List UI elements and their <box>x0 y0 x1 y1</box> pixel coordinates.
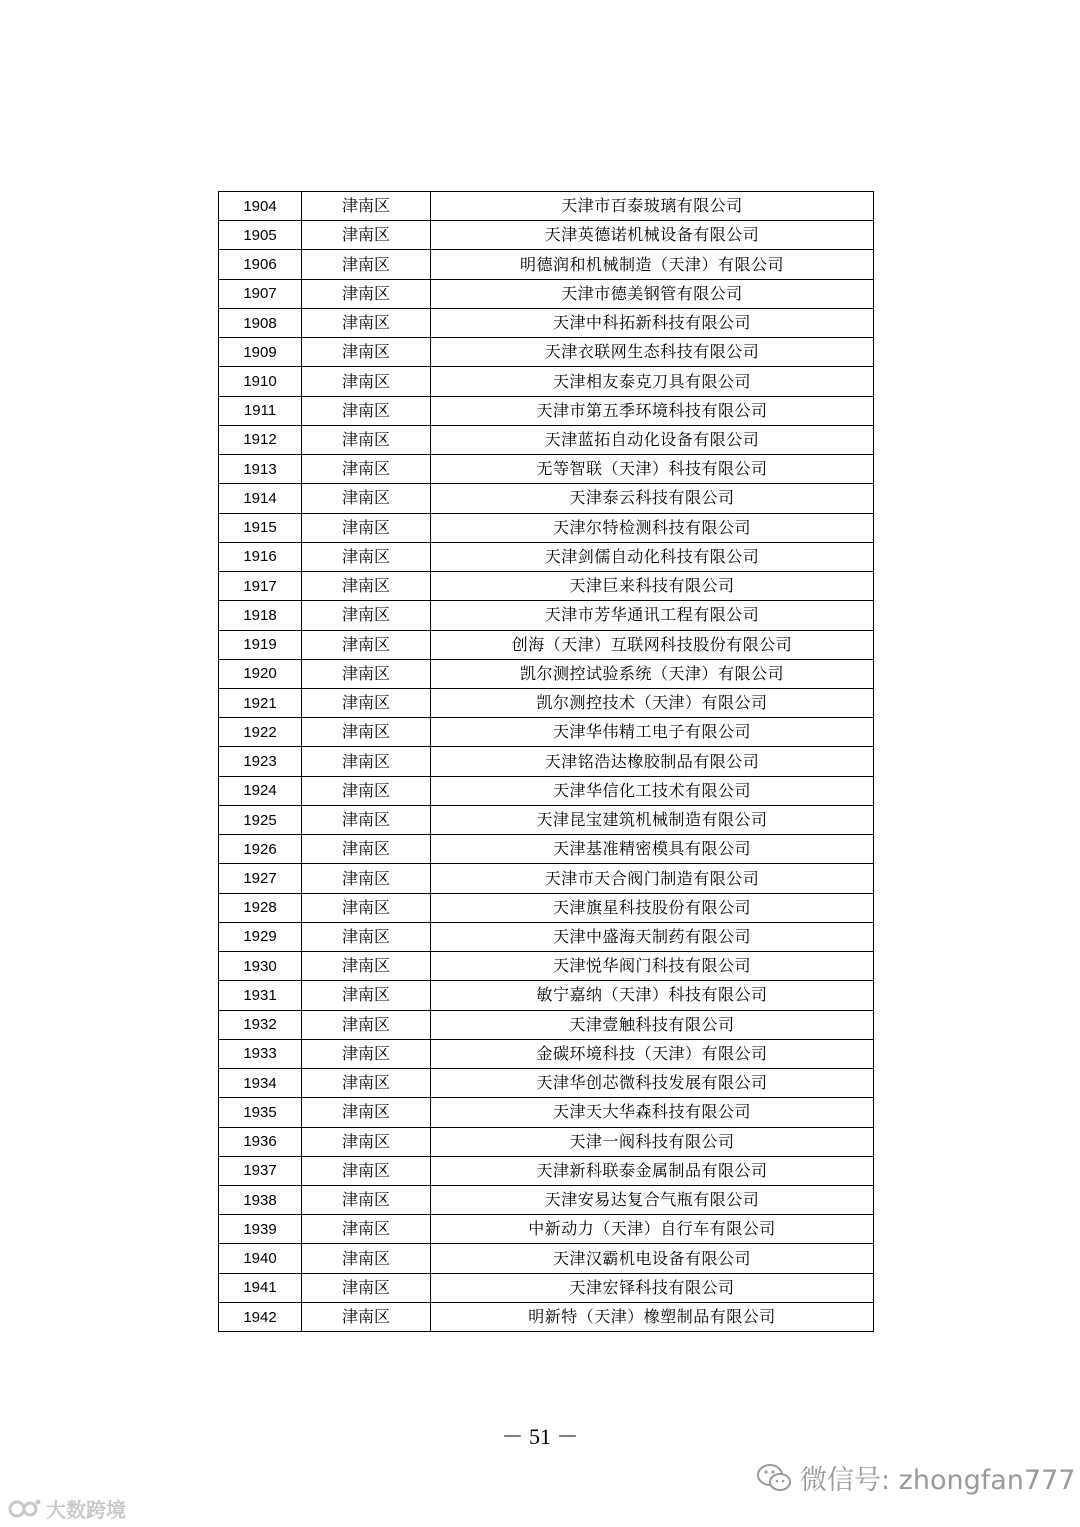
row-number: 1930 <box>219 952 302 981</box>
company-name-cell: 金碳环境科技（天津）有限公司 <box>431 1039 874 1068</box>
company-name-cell: 凯尔测控试验系统（天津）有限公司 <box>431 659 874 688</box>
company-name-cell: 天津衣联网生态科技有限公司 <box>431 338 874 367</box>
table-row <box>219 952 874 981</box>
row-number: 1909 <box>219 338 302 367</box>
table-row <box>219 776 874 805</box>
table-row <box>219 1215 874 1244</box>
company-name-cell: 天津安易达复合气瓶有限公司 <box>431 1185 874 1214</box>
company-name-cell: 天津华信化工技术有限公司 <box>431 776 874 805</box>
row-number: 1908 <box>219 308 302 337</box>
district-cell: 津南区 <box>302 1215 431 1244</box>
district-cell: 津南区 <box>302 572 431 601</box>
table-row <box>219 1010 874 1039</box>
row-number: 1941 <box>219 1273 302 1302</box>
table-row <box>219 659 874 688</box>
row-number: 1932 <box>219 1010 302 1039</box>
company-name-cell: 天津英德诺机械设备有限公司 <box>431 221 874 250</box>
company-name-cell: 天津昆宝建筑机械制造有限公司 <box>431 805 874 834</box>
row-number: 1905 <box>219 221 302 250</box>
district-cell: 津南区 <box>302 367 431 396</box>
district-cell: 津南区 <box>302 659 431 688</box>
page-number: － 51 － <box>501 1424 579 1449</box>
table-row <box>219 864 874 893</box>
row-number: 1938 <box>219 1185 302 1214</box>
district-cell: 津南区 <box>302 1185 431 1214</box>
district-cell: 津南区 <box>302 1302 431 1331</box>
company-name-cell: 天津铭浩达橡胶制品有限公司 <box>431 747 874 776</box>
table-row <box>219 279 874 308</box>
district-cell: 津南区 <box>302 1244 431 1273</box>
row-number: 1919 <box>219 630 302 659</box>
district-cell: 津南区 <box>302 864 431 893</box>
row-number: 1940 <box>219 1244 302 1273</box>
row-number: 1936 <box>219 1127 302 1156</box>
company-name-cell: 天津蓝拓自动化设备有限公司 <box>431 425 874 454</box>
table-row <box>219 513 874 542</box>
company-name-cell: 天津天大华森科技有限公司 <box>431 1098 874 1127</box>
table-row <box>219 688 874 717</box>
company-name-cell: 天津旗星科技股份有限公司 <box>431 893 874 922</box>
company-name-cell: 天津市天合阀门制造有限公司 <box>431 864 874 893</box>
district-cell: 津南区 <box>302 630 431 659</box>
table-row <box>219 1273 874 1302</box>
row-number: 1925 <box>219 805 302 834</box>
table-row <box>219 221 874 250</box>
district-cell: 津南区 <box>302 1127 431 1156</box>
table-row <box>219 747 874 776</box>
district-cell: 津南区 <box>302 221 431 250</box>
company-list-table <box>218 191 874 1332</box>
row-number: 1906 <box>219 250 302 279</box>
company-name-cell: 无等智联（天津）科技有限公司 <box>431 455 874 484</box>
company-name-cell: 明德润和机械制造（天津）有限公司 <box>431 250 874 279</box>
row-number: 1935 <box>219 1098 302 1127</box>
table-row <box>219 1185 874 1214</box>
table-row <box>219 630 874 659</box>
company-name-cell: 天津市百泰玻璃有限公司 <box>431 192 874 221</box>
table-row <box>219 601 874 630</box>
table-row <box>219 572 874 601</box>
table-row <box>219 1156 874 1185</box>
table-row <box>219 192 874 221</box>
table-row <box>219 805 874 834</box>
company-name-cell: 天津悦华阀门科技有限公司 <box>431 952 874 981</box>
district-cell: 津南区 <box>302 1156 431 1185</box>
table-row <box>219 484 874 513</box>
district-cell: 津南区 <box>302 688 431 717</box>
table-row <box>219 835 874 864</box>
table-row <box>219 367 874 396</box>
row-number: 1915 <box>219 513 302 542</box>
table-row <box>219 1098 874 1127</box>
row-number: 1913 <box>219 455 302 484</box>
company-name-cell: 天津新科联泰金属制品有限公司 <box>431 1156 874 1185</box>
table-row <box>219 425 874 454</box>
row-number: 1934 <box>219 1069 302 1098</box>
district-cell: 津南区 <box>302 805 431 834</box>
district-cell: 津南区 <box>302 747 431 776</box>
company-name-cell: 天津一阀科技有限公司 <box>431 1127 874 1156</box>
row-number: 1926 <box>219 835 302 864</box>
table-row <box>219 396 874 425</box>
row-number: 1927 <box>219 864 302 893</box>
row-number: 1916 <box>219 542 302 571</box>
company-name-cell: 天津相友泰克刀具有限公司 <box>431 367 874 396</box>
company-name-cell: 天津中盛海天制药有限公司 <box>431 922 874 951</box>
company-name-cell: 天津华伟精工电子有限公司 <box>431 718 874 747</box>
table-body <box>219 192 874 1332</box>
district-cell: 津南区 <box>302 1010 431 1039</box>
company-name-cell: 天津中科拓新科技有限公司 <box>431 308 874 337</box>
district-cell: 津南区 <box>302 981 431 1010</box>
district-cell: 津南区 <box>302 893 431 922</box>
company-name-cell: 天津剑儒自动化科技有限公司 <box>431 542 874 571</box>
row-number: 1912 <box>219 425 302 454</box>
district-cell: 津南区 <box>302 1273 431 1302</box>
table-row <box>219 1069 874 1098</box>
table-row <box>219 718 874 747</box>
district-cell: 津南区 <box>302 1039 431 1068</box>
table-row <box>219 250 874 279</box>
district-cell: 津南区 <box>302 308 431 337</box>
district-cell: 津南区 <box>302 192 431 221</box>
district-cell: 津南区 <box>302 513 431 542</box>
district-cell: 津南区 <box>302 718 431 747</box>
district-cell: 津南区 <box>302 279 431 308</box>
table-row <box>219 922 874 951</box>
row-number: 1923 <box>219 747 302 776</box>
row-number: 1921 <box>219 688 302 717</box>
district-cell: 津南区 <box>302 835 431 864</box>
district-cell: 津南区 <box>302 922 431 951</box>
company-name-cell: 天津宏铎科技有限公司 <box>431 1273 874 1302</box>
row-number: 1933 <box>219 1039 302 1068</box>
row-number: 1907 <box>219 279 302 308</box>
district-cell: 津南区 <box>302 542 431 571</box>
watermark-left <box>8 1494 126 1523</box>
table-row <box>219 542 874 571</box>
district-cell: 津南区 <box>302 484 431 513</box>
row-number: 1918 <box>219 601 302 630</box>
district-cell: 津南区 <box>302 776 431 805</box>
watermark-right <box>756 1458 1075 1497</box>
watermark-left-text: 大数跨境 <box>46 1498 126 1522</box>
district-cell: 津南区 <box>302 425 431 454</box>
row-number: 1920 <box>219 659 302 688</box>
district-cell: 津南区 <box>302 250 431 279</box>
company-name-cell: 天津华创芯微科技发展有限公司 <box>431 1069 874 1098</box>
row-number: 1914 <box>219 484 302 513</box>
company-name-cell: 天津巨来科技有限公司 <box>431 572 874 601</box>
district-cell: 津南区 <box>302 952 431 981</box>
company-name-cell: 天津基准精密模具有限公司 <box>431 835 874 864</box>
table-row <box>219 893 874 922</box>
brand-logo-icon <box>8 1496 42 1522</box>
company-name-cell: 敏宁嘉纳（天津）科技有限公司 <box>431 981 874 1010</box>
district-cell: 津南区 <box>302 455 431 484</box>
row-number: 1917 <box>219 572 302 601</box>
row-number: 1910 <box>219 367 302 396</box>
table-row <box>219 338 874 367</box>
company-name-cell: 明新特（天津）橡塑制品有限公司 <box>431 1302 874 1331</box>
row-number: 1911 <box>219 396 302 425</box>
row-number: 1931 <box>219 981 302 1010</box>
district-cell: 津南区 <box>302 1098 431 1127</box>
company-name-cell: 创海（天津）互联网科技股份有限公司 <box>431 630 874 659</box>
row-number: 1928 <box>219 893 302 922</box>
table-row <box>219 981 874 1010</box>
table-row <box>219 1127 874 1156</box>
company-name-cell: 凯尔测控技术（天津）有限公司 <box>431 688 874 717</box>
row-number: 1904 <box>219 192 302 221</box>
row-number: 1924 <box>219 776 302 805</box>
company-name-cell: 天津尔特检测科技有限公司 <box>431 513 874 542</box>
row-number: 1929 <box>219 922 302 951</box>
row-number: 1942 <box>219 1302 302 1331</box>
row-number: 1937 <box>219 1156 302 1185</box>
table-row <box>219 455 874 484</box>
company-name-cell: 天津市芳华通讯工程有限公司 <box>431 601 874 630</box>
company-name-cell: 天津泰云科技有限公司 <box>431 484 874 513</box>
table-row <box>219 1302 874 1331</box>
district-cell: 津南区 <box>302 601 431 630</box>
company-name-cell: 天津壹触科技有限公司 <box>431 1010 874 1039</box>
row-number: 1939 <box>219 1215 302 1244</box>
table-row <box>219 1039 874 1068</box>
table-row <box>219 1244 874 1273</box>
watermark-right-text: 微信号: zhongfan777 <box>800 1465 1076 1496</box>
company-name-cell: 天津市德美钢管有限公司 <box>431 279 874 308</box>
company-name-cell: 天津汉霸机电设备有限公司 <box>431 1244 874 1273</box>
row-number: 1922 <box>219 718 302 747</box>
district-cell: 津南区 <box>302 396 431 425</box>
company-name-cell: 中新动力（天津）自行车有限公司 <box>431 1215 874 1244</box>
district-cell: 津南区 <box>302 338 431 367</box>
company-name-cell: 天津市第五季环境科技有限公司 <box>431 396 874 425</box>
table-row <box>219 308 874 337</box>
district-cell: 津南区 <box>302 1069 431 1098</box>
wechat-icon <box>756 1462 792 1494</box>
